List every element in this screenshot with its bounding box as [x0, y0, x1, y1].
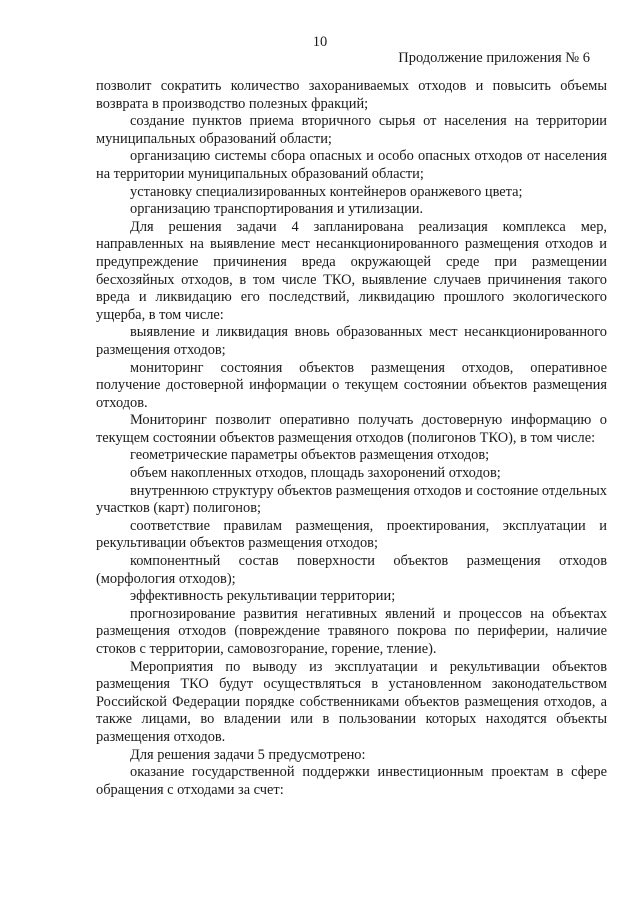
paragraph: Для решения задачи 4 запланирована реализация комплекса мер, направленных на выявление мест несанкционированного размещения отходов и предупреждение причинения вреда окружающей среде при размещении бесхозяйных отходов, в том числе ТКО, выявление случаев причинения такого вреда и ликвидацию его последствий, ликвидацию прошлого экологического ущерба, в том числе: — [96, 218, 607, 323]
appendix-continuation-note: Продолжение приложения № 6 — [398, 50, 590, 66]
paragraph: организацию транспортирования и утилизации. — [130, 201, 424, 218]
paragraph: Мониторинг позволит оперативно получать достоверную информацию о текущем состоянии объектов размещения отходов (полигонов ТКО), в том числе: — [96, 412, 607, 446]
paragraph: геометрические параметры объектов размещения отходов; — [130, 447, 490, 464]
paragraph: Мероприятия по выводу из эксплуатации и рекультивации объектов размещения ТКО будут осуществляться в установленном законодательством Российской Федерации порядке собственниками объектов размещения отходов, а также лицами, во владении или в пользовании которых находятся объекты размещения отходов. — [96, 658, 607, 745]
paragraph: соответствие правилам размещения, проектирования, эксплуатации и рекультивации объектов размещения отходов; — [96, 517, 607, 552]
paragraph: внутреннюю структуру объектов размещения отходов и состояние отдельных участков (карт) полигонов; — [96, 482, 607, 517]
paragraph: оказание государственной поддержки инвестиционным проектам в сфере обращения с отходами за счет: — [96, 764, 607, 798]
paragraph: позволит сократить количество захораниваемых отходов и повысить объемы возврата в производство полезных фракций; — [96, 78, 607, 112]
paragraph: выявление и ликвидация вновь образованных мест несанкционированного размещения отходов; — [96, 324, 607, 358]
paragraph: организацию системы сбора опасных и особо опасных отходов от населения на территории муниципальных образований области; — [96, 148, 607, 182]
paragraph: компонентный состав поверхности объектов размещения отходов (морфология отходов); — [96, 553, 607, 587]
paragraph: объем накопленных отходов, площадь захоронений отходов; — [130, 465, 501, 482]
paragraph: установку специализированных контейнеров оранжевого цвета; — [130, 183, 523, 200]
paragraph: прогнозирование развития негативных явлений и процессов на объектах размещения отходов (повреждение травяного покрова по периферии, наличие стоков с территории, самовозгорание, горение, тление). — [96, 605, 607, 657]
paragraph: эффективность рекультивации территории; — [130, 588, 396, 605]
paragraph: Для решения задачи 5 предусмотрено: — [130, 746, 366, 763]
paragraph: создание пунктов приема вторичного сырья от населения на территории муниципальных образований области; — [96, 113, 607, 147]
document-body — [96, 78, 607, 799]
page-number: 10 — [312, 34, 328, 50]
paragraph: мониторинг состояния объектов размещения отходов, оперативное получение достоверной информации о текущем состоянии объектов размещения отходов. — [96, 359, 607, 411]
